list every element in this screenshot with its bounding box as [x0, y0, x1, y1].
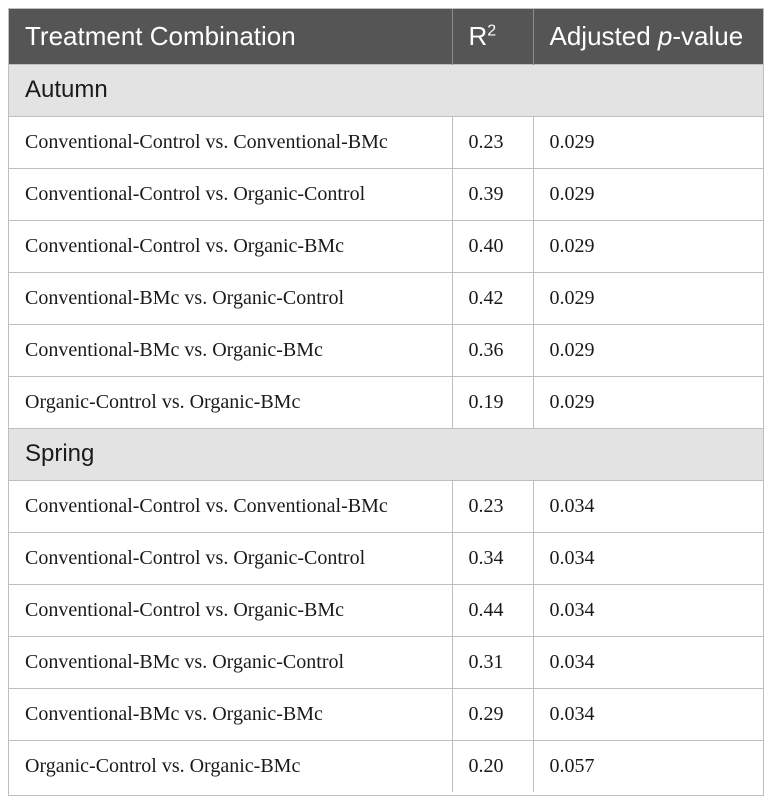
r-squared-cell: 0.23: [452, 480, 533, 532]
treatment-combination-cell: Conventional-BMc vs. Organic-BMc: [9, 324, 452, 376]
table-row: [9, 740, 763, 792]
table-row: [9, 636, 763, 688]
table-header: [9, 9, 763, 64]
section-row-spring: [9, 428, 763, 480]
value-suffix: -value: [672, 20, 744, 51]
table-row: [9, 116, 763, 168]
r-squared-cell: 0.42: [452, 272, 533, 324]
table-row: [9, 272, 763, 324]
r-squared-cell: 0.39: [452, 168, 533, 220]
p-italic: p: [657, 20, 673, 51]
treatment-combination-cell: Conventional-BMc vs. Organic-BMc: [9, 688, 452, 740]
adjusted-p-value-cell: 0.029: [533, 168, 763, 220]
r-squared-cell: 0.36: [452, 324, 533, 376]
treatment-combination-cell: Conventional-BMc vs. Organic-Control: [9, 272, 452, 324]
adjusted-p-value-cell: 0.034: [533, 532, 763, 584]
table-row: [9, 532, 763, 584]
table-row: [9, 688, 763, 740]
treatment-combination-cell: Conventional-Control vs. Organic-Control: [9, 168, 452, 220]
section-row-autumn: [9, 64, 763, 116]
table-row: [9, 480, 763, 532]
treatment-combination-cell: Conventional-Control vs. Organic-BMc: [9, 584, 452, 636]
section-title: Spring: [9, 428, 763, 480]
adjusted-p-value-cell: 0.034: [533, 480, 763, 532]
table-row: [9, 584, 763, 636]
adjusted-p-value-cell: 0.034: [533, 584, 763, 636]
r-squared-cell: 0.29: [452, 688, 533, 740]
adjusted-p-value-cell: 0.034: [533, 688, 763, 740]
header-row: [9, 9, 763, 64]
treatment-combination-cell: Conventional-Control vs. Conventional-BMc: [9, 480, 452, 532]
r-squared-cell: 0.19: [452, 376, 533, 428]
r-squared-cell: 0.20: [452, 740, 533, 792]
r-squared-cell: 0.34: [452, 532, 533, 584]
adjusted-p-value-cell: 0.029: [533, 116, 763, 168]
adjusted-p-value-cell: 0.029: [533, 324, 763, 376]
r-squared-cell: 0.44: [452, 584, 533, 636]
adjusted-p-value-cell: 0.057: [533, 740, 763, 792]
header-r-squared: [452, 9, 533, 64]
treatment-combination-cell: Organic-Control vs. Organic-BMc: [9, 740, 452, 792]
adjusted-p-value-cell: 0.029: [533, 272, 763, 324]
header-adjusted-p-value: [533, 9, 763, 64]
treatment-combination-cell: Conventional-BMc vs. Organic-Control: [9, 636, 452, 688]
results-table-container: [8, 8, 764, 796]
adjusted-p-value-cell: 0.034: [533, 636, 763, 688]
table-row: [9, 324, 763, 376]
table-body: [9, 64, 763, 792]
table-row: [9, 376, 763, 428]
adjusted-p-value-cell: 0.029: [533, 220, 763, 272]
r-squared-base: R: [468, 20, 488, 51]
treatment-combination-cell: Conventional-Control vs. Organic-BMc: [9, 220, 452, 272]
r-squared-cell: 0.40: [452, 220, 533, 272]
table-row: [9, 220, 763, 272]
adjusted-prefix: Adjusted: [549, 20, 658, 51]
adjusted-p-value-cell: 0.029: [533, 376, 763, 428]
results-table: [9, 9, 763, 792]
treatment-combination-cell: Conventional-Control vs. Organic-Control: [9, 532, 452, 584]
table-row: [9, 168, 763, 220]
section-title: Autumn: [9, 64, 763, 116]
treatment-combination-cell: Organic-Control vs. Organic-BMc: [9, 376, 452, 428]
treatment-combination-cell: Conventional-Control vs. Conventional-BMc: [9, 116, 452, 168]
r-squared-superscript: 2: [487, 22, 497, 40]
r-squared-cell: 0.23: [452, 116, 533, 168]
header-treatment-combination: Treatment Combination: [9, 9, 452, 64]
r-squared-cell: 0.31: [452, 636, 533, 688]
